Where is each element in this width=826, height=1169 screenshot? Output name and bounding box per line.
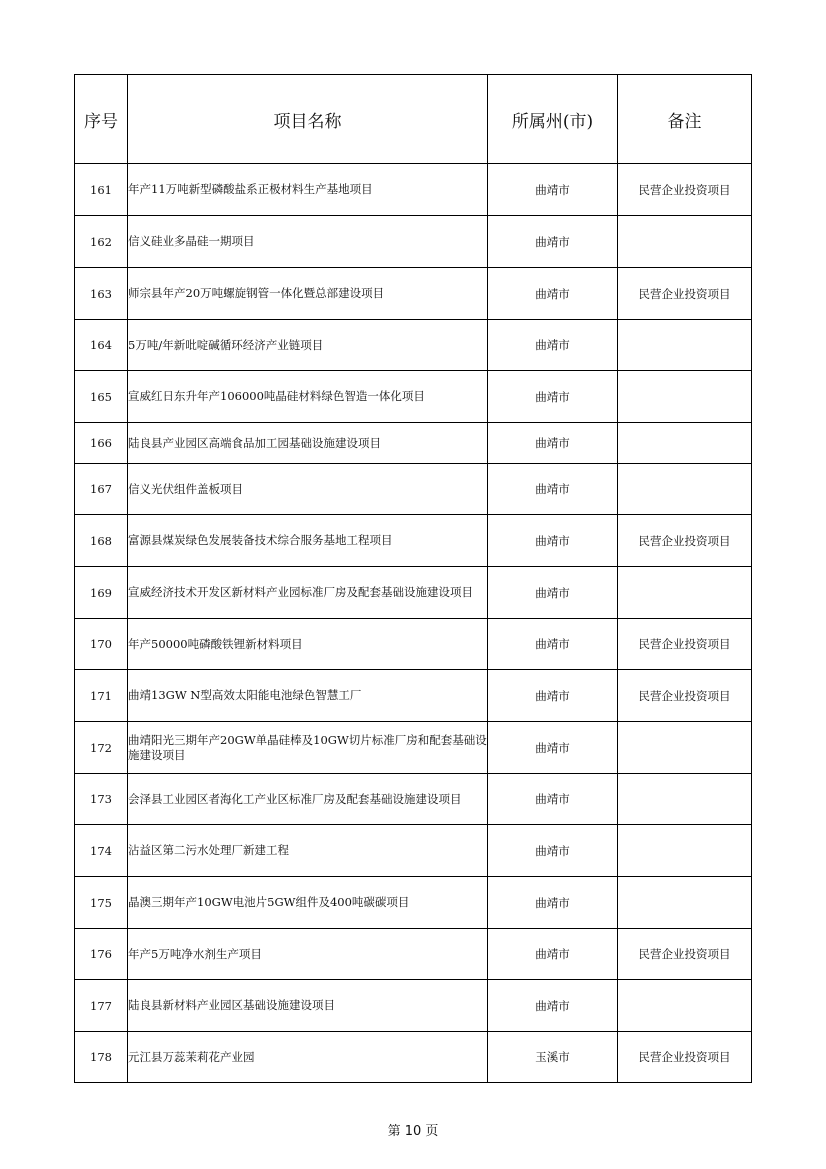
region-cell: 玉溪市 bbox=[488, 1032, 618, 1083]
table-row bbox=[75, 670, 752, 722]
remarks-cell bbox=[618, 464, 752, 515]
region-cell: 曲靖市 bbox=[488, 216, 618, 268]
remarks-cell: 民营企业投资项目 bbox=[618, 268, 752, 320]
table-header-row bbox=[75, 75, 752, 164]
header-remarks: 备注 bbox=[618, 75, 752, 164]
table-row bbox=[75, 464, 752, 515]
table-row bbox=[75, 567, 752, 619]
table-row bbox=[75, 515, 752, 567]
region-cell: 曲靖市 bbox=[488, 619, 618, 670]
region-cell: 曲靖市 bbox=[488, 320, 618, 371]
serial-number-cell: 178 bbox=[75, 1032, 128, 1083]
serial-number-cell: 162 bbox=[75, 216, 128, 268]
table-row bbox=[75, 877, 752, 929]
region-cell: 曲靖市 bbox=[488, 164, 618, 216]
region-cell: 曲靖市 bbox=[488, 567, 618, 619]
table-row bbox=[75, 1032, 752, 1083]
project-table bbox=[74, 74, 752, 1083]
project-name-cell: 宣威经济技术开发区新材料产业园标准厂房及配套基础设施建设项目 bbox=[128, 567, 488, 619]
header-project-name: 项目名称 bbox=[128, 75, 488, 164]
serial-number-cell: 167 bbox=[75, 464, 128, 515]
table-row bbox=[75, 371, 752, 423]
remarks-cell: 民营企业投资项目 bbox=[618, 1032, 752, 1083]
remarks-cell: 民营企业投资项目 bbox=[618, 619, 752, 670]
serial-number-cell: 166 bbox=[75, 423, 128, 464]
remarks-cell bbox=[618, 567, 752, 619]
serial-number-cell: 168 bbox=[75, 515, 128, 567]
project-name-cell: 宣威红日东升年产106000吨晶硅材料绿色智造一体化项目 bbox=[128, 371, 488, 423]
serial-number-cell: 171 bbox=[75, 670, 128, 722]
serial-number-cell: 169 bbox=[75, 567, 128, 619]
region-cell: 曲靖市 bbox=[488, 722, 618, 774]
region-cell: 曲靖市 bbox=[488, 515, 618, 567]
table-row bbox=[75, 164, 752, 216]
remarks-cell: 民营企业投资项目 bbox=[618, 515, 752, 567]
page-number: 第 10 页 bbox=[387, 1124, 439, 1139]
serial-number-cell: 176 bbox=[75, 929, 128, 980]
project-name-cell: 曲靖阳光三期年产20GW单晶硅棒及10GW切片标准厂房和配套基础设施建设项目 bbox=[128, 722, 488, 774]
region-cell: 曲靖市 bbox=[488, 825, 618, 877]
region-cell: 曲靖市 bbox=[488, 464, 618, 515]
project-name-cell: 元江县万蕊茉莉花产业园 bbox=[128, 1032, 488, 1083]
table-row bbox=[75, 268, 752, 320]
project-name-cell: 信义光伏组件盖板项目 bbox=[128, 464, 488, 515]
region-cell: 曲靖市 bbox=[488, 423, 618, 464]
table-row bbox=[75, 423, 752, 464]
remarks-cell bbox=[618, 216, 752, 268]
serial-number-cell: 165 bbox=[75, 371, 128, 423]
project-name-cell: 陆良县产业园区高端食品加工园基础设施建设项目 bbox=[128, 423, 488, 464]
project-name-cell: 沾益区第二污水处理厂新建工程 bbox=[128, 825, 488, 877]
project-name-cell: 师宗县年产20万吨螺旋钢管一体化暨总部建设项目 bbox=[128, 268, 488, 320]
region-cell: 曲靖市 bbox=[488, 877, 618, 929]
remarks-cell bbox=[618, 371, 752, 423]
project-name-cell: 陆良县新材料产业园区基础设施建设项目 bbox=[128, 980, 488, 1032]
region-cell: 曲靖市 bbox=[488, 774, 618, 825]
region-cell: 曲靖市 bbox=[488, 980, 618, 1032]
header-region: 所属州(市) bbox=[488, 75, 618, 164]
remarks-cell bbox=[618, 423, 752, 464]
serial-number-cell: 173 bbox=[75, 774, 128, 825]
project-name-cell: 信义硅业多晶硅一期项目 bbox=[128, 216, 488, 268]
header-serial-number: 序号 bbox=[75, 75, 128, 164]
project-name-cell: 富源县煤炭绿色发展装备技术综合服务基地工程项目 bbox=[128, 515, 488, 567]
project-name-cell: 年产11万吨新型磷酸盐系正极材料生产基地项目 bbox=[128, 164, 488, 216]
remarks-cell: 民营企业投资项目 bbox=[618, 164, 752, 216]
project-name-cell: 曲靖13GW N型高效太阳能电池绿色智慧工厂 bbox=[128, 670, 488, 722]
project-name-cell: 年产5万吨净水剂生产项目 bbox=[128, 929, 488, 980]
remarks-cell bbox=[618, 722, 752, 774]
remarks-cell bbox=[618, 774, 752, 825]
serial-number-cell: 172 bbox=[75, 722, 128, 774]
table-row bbox=[75, 619, 752, 670]
table-row bbox=[75, 929, 752, 980]
remarks-cell bbox=[618, 320, 752, 371]
serial-number-cell: 175 bbox=[75, 877, 128, 929]
table-row bbox=[75, 774, 752, 825]
remarks-cell: 民营企业投资项目 bbox=[618, 670, 752, 722]
table-body bbox=[75, 164, 752, 1083]
table-row bbox=[75, 320, 752, 371]
table-row bbox=[75, 825, 752, 877]
remarks-cell bbox=[618, 980, 752, 1032]
region-cell: 曲靖市 bbox=[488, 268, 618, 320]
project-name-cell: 5万吨/年新吡啶碱循环经济产业链项目 bbox=[128, 320, 488, 371]
serial-number-cell: 161 bbox=[75, 164, 128, 216]
region-cell: 曲靖市 bbox=[488, 371, 618, 423]
remarks-cell bbox=[618, 877, 752, 929]
region-cell: 曲靖市 bbox=[488, 670, 618, 722]
serial-number-cell: 163 bbox=[75, 268, 128, 320]
table-row bbox=[75, 980, 752, 1032]
serial-number-cell: 164 bbox=[75, 320, 128, 371]
project-name-cell: 年产50000吨磷酸铁锂新材料项目 bbox=[128, 619, 488, 670]
table-row bbox=[75, 722, 752, 774]
remarks-cell bbox=[618, 825, 752, 877]
region-cell: 曲靖市 bbox=[488, 929, 618, 980]
project-name-cell: 晶澳三期年产10GW电池片5GW组件及400吨碳碳项目 bbox=[128, 877, 488, 929]
serial-number-cell: 177 bbox=[75, 980, 128, 1032]
project-name-cell: 会泽县工业园区者海化工产业区标准厂房及配套基础设施建设项目 bbox=[128, 774, 488, 825]
serial-number-cell: 170 bbox=[75, 619, 128, 670]
table-row bbox=[75, 216, 752, 268]
remarks-cell: 民营企业投资项目 bbox=[618, 929, 752, 980]
serial-number-cell: 174 bbox=[75, 825, 128, 877]
